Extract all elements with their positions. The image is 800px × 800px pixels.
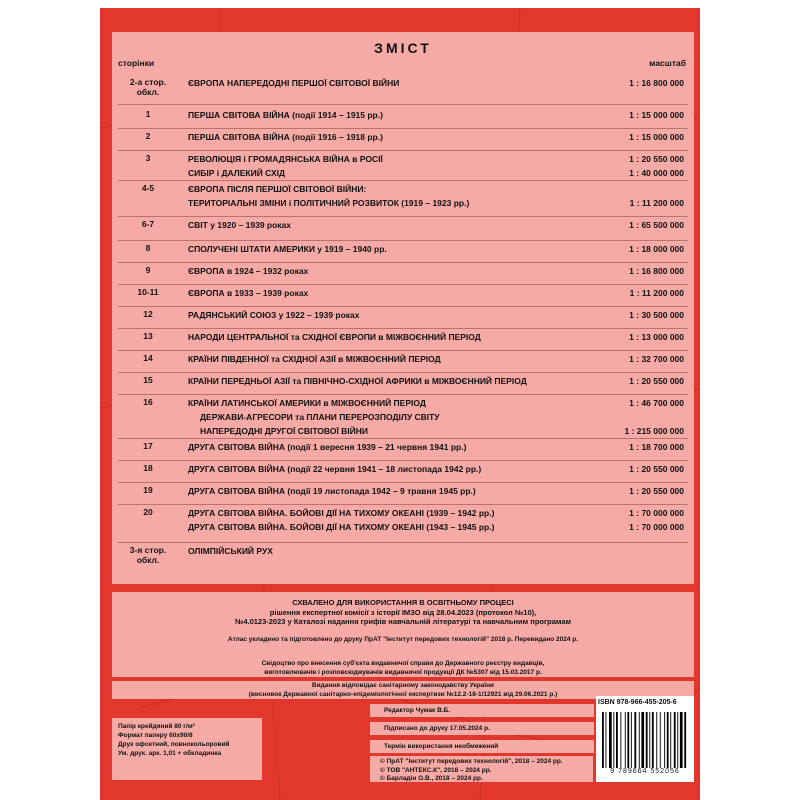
certificate-block	[112, 659, 694, 677]
usage-term: Термін використання необмежений	[370, 740, 594, 753]
toc-row	[118, 504, 688, 543]
toc-page-number: 2	[145, 131, 151, 141]
barcode-bar	[602, 712, 604, 768]
barcode-bar	[674, 712, 676, 768]
barcode-bar	[620, 712, 621, 768]
toc-entry-title: ДРУГА СВІТОВА ВІЙНА (події 22 червня 1941 – 18 листопада 1942 рр.)	[188, 464, 482, 474]
toc-row	[118, 542, 688, 565]
toc-entry-title: СВІТ у 1920 – 1939 роках	[188, 220, 292, 230]
toc-entry-title: ЄВРОПА в 1933 – 1939 роках	[188, 288, 309, 298]
certificate-line: Свідоцтво про внесення суб'єкта видавничої справи до Державного реєстру видавців,	[261, 660, 545, 667]
toc-row	[118, 372, 688, 395]
signed-date: Підписано до друку 17.05.2024 р.	[370, 722, 594, 735]
barcode-bar	[627, 712, 629, 768]
toc-page-number: 18	[143, 463, 153, 473]
paper-line: Формат паперу 60x90/8	[118, 732, 193, 739]
toc-entry-title: ОЛІМПІЙСЬКИЙ РУХ	[188, 546, 273, 556]
toc-row	[118, 350, 688, 373]
barcode-bar	[670, 712, 671, 768]
toc-row	[118, 306, 688, 329]
barcode-bar	[639, 712, 640, 768]
toc-entry-title: ДРУГА СВІТОВА ВІЙНА. БОЙОВІ ДІЇ НА ТИХОМУ ОКЕАНІ (1939 – 1942 рр.)	[188, 508, 495, 518]
copyright-block	[370, 756, 593, 782]
copyright-line: © ПрАТ "Інститут передових технологій", 2018 – 2024 рр.	[380, 758, 563, 765]
toc-page-number: 3	[145, 153, 151, 163]
toc-scale: 1 : 20 550 000	[629, 464, 684, 474]
toc-row	[118, 216, 688, 241]
barcode-bar	[631, 712, 632, 768]
toc-page-number: 10-11	[137, 287, 159, 297]
toc-page-number: 20	[143, 507, 153, 517]
scale-column-header: масштаб	[649, 58, 686, 68]
toc-row	[118, 180, 688, 217]
toc-page-number: 9	[145, 265, 151, 275]
copyright-line: © Барладін О.В., 2018 – 2024 рр.	[380, 775, 483, 782]
toc-row	[118, 240, 688, 263]
toc-row	[118, 328, 688, 351]
paper-line: Папір крейдяний 80 г/м²	[118, 723, 195, 730]
toc-page-number: 13	[143, 331, 153, 341]
toc-scale: 1 : 70 000 000 1 : 70 000 000	[629, 508, 684, 532]
barcode-bar	[680, 712, 683, 768]
barcode-bar	[646, 712, 648, 768]
toc-row	[118, 482, 688, 505]
toc-scale: 1 : 16 800 000	[629, 78, 684, 88]
toc-page-number: 8	[145, 243, 151, 253]
approval-line: Атлас укладено та підготовлено до друку ПрАТ "Інститут передових технологій" 2018 р. Перевидано 2024 р.	[227, 635, 579, 643]
copyright-line: © ТОВ "АНТЕКС.К", 2018 – 2024 рр.	[380, 766, 492, 774]
barcode-bar	[616, 712, 618, 768]
toc-scale: 1 : 65 500 000	[629, 220, 684, 230]
barcode-bar	[664, 712, 665, 768]
paper-line: Ум. друк. арк. 1,01 + обкладинка	[118, 750, 222, 757]
toc-entry-title: КРАЇНИ ПЕРЕДНЬОЇ АЗІЇ та ПІВНІЧНО-СХІДНОЇ АФРИКИ в МІЖВОЄННИЙ ПЕРІОД	[188, 376, 527, 386]
approval-spacer	[112, 627, 694, 635]
toc-entry-title: СПОЛУЧЕНІ ШТАТИ АМЕРИКИ у 1919 – 1940 рр.	[188, 244, 387, 254]
toc-entry-title: НАРОДИ ЦЕНТРАЛЬНОЇ та СХІДНОЇ ЄВРОПИ в МІЖВОЄННИЙ ПЕРІОД	[188, 332, 481, 342]
toc-row	[118, 128, 688, 151]
barcode-bar	[684, 712, 686, 768]
toc-row	[118, 394, 688, 439]
editor: Редактор Чумак В.Б.	[370, 704, 594, 717]
toc-scale: 1 : 30 500 000	[629, 310, 684, 320]
approval-line: рішення експертної комісії з історії ІМЗО від 28.04.2023 (протокол №10),	[269, 607, 537, 617]
toc-entry-title: РАДЯНСЬКИЙ СОЮЗ у 1922 – 1939 роках	[188, 310, 360, 320]
toc-row	[118, 106, 688, 129]
approval-line: №4.0123-2023 у Каталозі надання грифів навчальній літературі та навчальним програмам	[234, 617, 572, 626]
toc-entry-title: ПЕРША СВІТОВА ВІЙНА (події 1916 – 1918 рр.)	[188, 132, 383, 142]
sanitary-line: (висновок Державної санітарно-епідеміологічної експертизи №12.2-18-1/12921 від 29.06.2021 р.)	[248, 691, 558, 698]
toc-entry-title: СИБІР і ДАЛЕКИЙ СХІД	[188, 168, 286, 178]
toc-page-number: 6-7	[141, 219, 155, 229]
toc-scale: 1 : 11 200 000	[629, 288, 684, 298]
isbn-label: ISBN 978-966-455-205-6	[598, 699, 677, 706]
toc-row	[118, 438, 688, 461]
paper-line: Друк офсетний, повнокольоровий	[118, 741, 230, 748]
toc-page-number: 15	[143, 375, 153, 385]
barcode-bar	[641, 712, 644, 768]
approval-line: СХВАЛЕНО ДЛЯ ВИКОРИСТАННЯ В ОСВІТНЬОМУ ПРОЦЕСІ	[292, 598, 514, 607]
barcode-bar	[649, 712, 650, 768]
barcode-bar	[677, 712, 678, 768]
toc-page-number: 3-я стор. обкл.	[129, 545, 167, 565]
paper-specs	[112, 718, 262, 780]
toc-entry-title: ДРУГА СВІТОВА ВІЙНА. БОЙОВІ ДІЇ НА ТИХОМУ ОКЕАНІ (1943 – 1945 рр.)	[188, 522, 495, 532]
isbn-digits: 9 789664 552056	[610, 768, 680, 775]
toc-entry-title: ДРУГА СВІТОВА ВІЙНА (події 19 листопада 1942 – 9 травня 1945 рр.)	[188, 486, 476, 496]
toc-entry-title: КРАЇНИ ЛАТИНСЬКОЇ АМЕРИКИ в МІЖВОЄННИЙ ПЕРІОД	[188, 398, 426, 408]
toc-row	[118, 284, 688, 307]
toc-row	[118, 150, 688, 181]
toc-row	[118, 460, 688, 483]
toc-page-number: 12	[143, 309, 153, 319]
barcode-bar	[606, 712, 607, 768]
toc-entry-title: КРАЇНИ ПІВДЕННОЇ та СХІДНОЇ АЗІЇ в МІЖВОЄННИЙ ПЕРІОД	[188, 354, 441, 364]
toc-scale: 1 : 16 800 000	[629, 266, 684, 276]
toc-scale: 1 : 20 550 000	[629, 376, 684, 386]
isbn-block	[596, 696, 694, 782]
barcode-bar	[613, 712, 614, 768]
toc-entry-title: НАПЕРЕДОДНІ ДРУГОЇ СВІТОВОЇ ВІЙНИ	[200, 426, 369, 436]
toc-scale: 1 : 15 000 000	[629, 132, 684, 142]
barcode-bar	[625, 712, 626, 768]
toc-entry-title: ЄВРОПА НАПЕРЕДОДНІ ПЕРШОЇ СВІТОВОЇ ВІЙНИ	[188, 78, 400, 88]
certificate-line: виготовлювачів і розповсюджувачів видавничої продукції ДК №5307 від 15.03.2017 р.	[264, 669, 542, 676]
toc-entry-title: ДРУГА СВІТОВА ВІЙНА (події 1 вересня 1939 – 21 червня 1941 рр.)	[188, 442, 467, 452]
barcode-bar	[656, 712, 657, 768]
toc-scale: 1 : 13 000 000	[629, 332, 684, 342]
toc-scale: 1 : 18 700 000	[629, 442, 684, 452]
toc-row	[118, 74, 688, 105]
toc-row	[118, 262, 688, 285]
toc-page-number: 2-а стор. обкл.	[129, 77, 167, 97]
table-of-contents	[112, 32, 694, 584]
toc-entry-title: РЕВОЛЮЦІЯ і ГРОМАДЯНСЬКА ВІЙНА в РОСІЇ	[188, 154, 383, 164]
toc-entry-title: ДЕРЖАВИ-АГРЕСОРИ та ПЛАНИ ПЕРЕРОЗПОДІЛУ СВІТУ	[200, 412, 440, 422]
toc-scale: 1 : 11 200 000	[629, 198, 684, 208]
toc-page-number: 1	[145, 109, 151, 119]
toc-title: ЗМІСТ	[374, 40, 432, 56]
toc-page-number: 16	[143, 397, 153, 407]
sanitary-line: Видання відповідає санітарному законодавству України	[311, 682, 495, 689]
toc-entry-title: ЄВРОПА в 1924 – 1932 роках	[188, 266, 309, 276]
toc-entry-title: ТЕРИТОРІАЛЬНІ ЗМІНИ і ПОЛІТИЧНИЙ РОЗВИТОК (1919 – 1923 рр.)	[188, 198, 470, 208]
toc-scale: 1 : 20 550 000	[629, 486, 684, 496]
barcode-bar	[652, 712, 654, 768]
toc-scale: 1 : 32 700 000	[629, 354, 684, 364]
toc-entry-title: ЄВРОПА ПІСЛЯ ПЕРШОЇ СВІТОВОЇ ВІЙНИ:	[188, 184, 367, 194]
barcode-bar	[634, 712, 636, 768]
barcode-bar	[609, 712, 612, 768]
toc-scale: 1 : 46 700 000 1 : 215 000 000	[624, 398, 684, 436]
toc-scale: 1 : 15 000 000	[629, 110, 684, 120]
toc-page-number: 4-5	[141, 183, 155, 193]
toc-page-number: 14	[143, 353, 153, 363]
toc-scale: 1 : 18 000 000	[629, 244, 684, 254]
barcode-bar	[660, 712, 661, 768]
barcode-bar	[667, 712, 669, 768]
toc-entry-title: ПЕРША СВІТОВА ВІЙНА (події 1914 – 1915 рр.)	[188, 110, 383, 120]
toc-page-number: 19	[143, 485, 153, 495]
barcode-icon	[600, 712, 690, 768]
toc-page-number: 17	[143, 441, 153, 451]
toc-scale: 1 : 20 550 000 1 : 40 000 000	[629, 154, 684, 178]
pages-column-header: сторінки	[118, 58, 155, 68]
